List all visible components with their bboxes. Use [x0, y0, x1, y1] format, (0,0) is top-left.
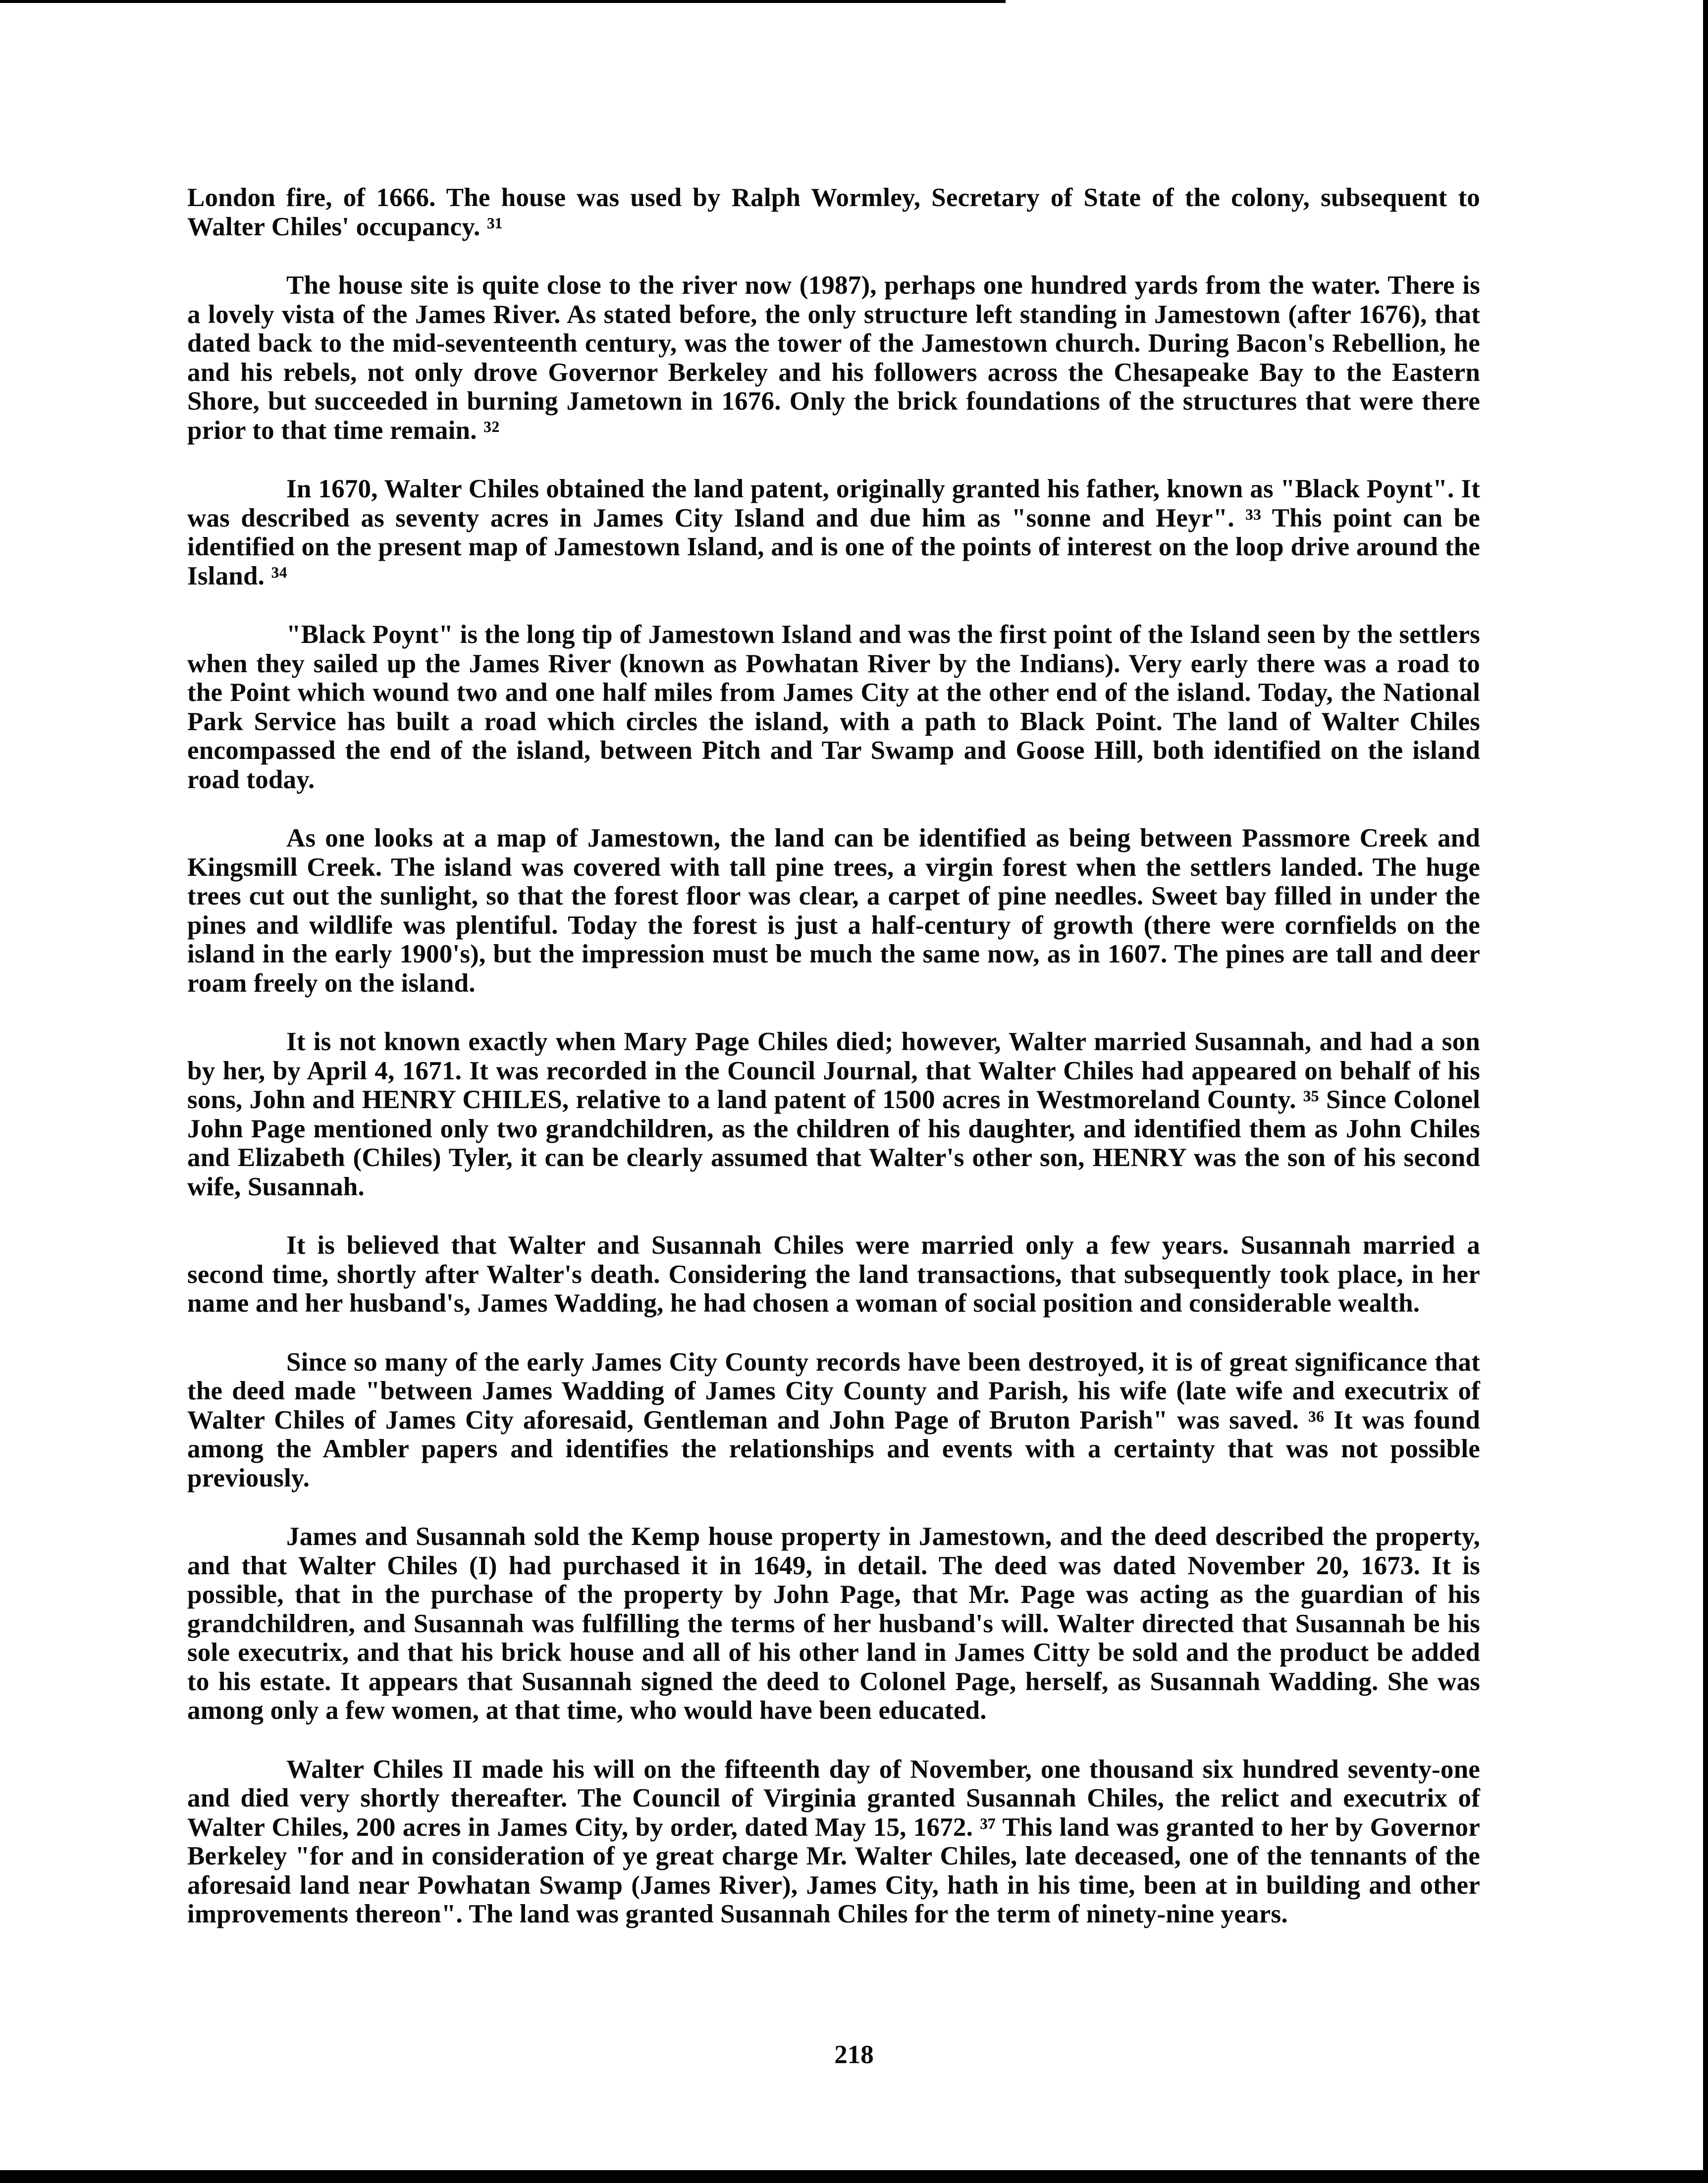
- page-body: [187, 183, 1480, 1959]
- paragraph-black-poynt: "Black Poynt" is the long tip of Jamestown Island and was the first point of the Island seen by the settlers when they sailed up the James River (known as Powhatan River by the Indians). Very early there was a road to the Point which wound two and one half miles from James City at the other end of the island. Today, the National Park Service has built a road which circles the island, with a path to Black Point. The land of Walter Chiles encompassed the end of the island, between Pitch and Tar Swamp and Goose Hill, both identified on the island road today.: [187, 620, 1480, 794]
- paragraph-land-patent: In 1670, Walter Chiles obtained the land patent, originally granted his father, known as "Black Poynt". It was described as seventy acres in James City Island and due him as "sonne and Heyr". ³³ This point can be identified on the present map of Jamestown Island, and is one of the points of interest on the loop drive around the Island. ³⁴: [187, 475, 1480, 590]
- scan-top-edge: [0, 0, 1006, 3]
- paragraph-walter-chiles-will: Walter Chiles II made his will on the fifteenth day of November, one thousand six hundred seventy-one and died very shortly thereafter. The Council of Virginia granted Susannah Chiles, the relict and executrix of Walter Chiles, 200 acres in James City, by order, dated May 15, 1672. ³⁷ This land was granted to her by Governor Berkeley "for and in consideration of ye great charge Mr. Walter Chiles, late deceased, one of the tennants of the aforesaid land near Powhatan Swamp (James River), James City, hath in his time, been at in building and other improvements thereon". The land was granted Susannah Chiles for the term of ninety-nine years.: [187, 1755, 1480, 1928]
- scan-bottom-edge: [0, 2170, 1708, 2183]
- scan-right-edge: [1703, 0, 1708, 2183]
- paragraph-mary-page-chiles: It is not known exactly when Mary Page Chiles died; however, Walter married Susannah, and had a son by her, by April 4, 1671. It was recorded in the Council Journal, that Walter Chiles had appeared on behalf of his sons, John and HENRY CHILES, relative to a land patent of 1500 acres in Westmoreland County. ³⁵ Since Colonel John Page mentioned only two grandchildren, as the children of his daughter, and identified them as John Chiles and Elizabeth (Chiles) Tyler, it can be clearly assumed that Walter's other son, HENRY was the son of his second wife, Susannah.: [187, 1027, 1480, 1201]
- paragraph-county-records: Since so many of the early James City County records have been destroyed, it is of great significance that the deed made "between James Wadding of James City County and Parish, his wife (late wife and executrix of Walter Chiles of James City aforesaid, Gentleman and John Page of Bruton Parish" was saved. ³⁶ It was found among the Ambler papers and identifies the relationships and events with a certainty that was not possible previously.: [187, 1347, 1480, 1492]
- paragraph-continuation: London fire, of 1666. The house was used by Ralph Wormley, Secretary of State of the colony, subsequent to Walter Chiles' occupancy. ³¹: [187, 183, 1480, 241]
- paragraph-map-of-jamestown: As one looks at a map of Jamestown, the land can be identified as being between Passmore Creek and Kingsmill Creek. The island was covered with tall pine trees, a virgin forest when the settlers landed. The huge trees cut out the sunlight, so that the forest floor was clear, a carpet of pine needles. Sweet bay filled in under the pines and wildlife was plentiful. Today the forest is just a half-century of growth (there were cornfields on the island in the early 1900's), but the impression must be much the same now, as in 1607. The pines are tall and deer roam freely on the island.: [187, 824, 1480, 998]
- page-number: 218: [834, 2040, 874, 2069]
- paragraph-house-site: The house site is quite close to the river now (1987), perhaps one hundred yards from the water. There is a lovely vista of the James River. As stated before, the only structure left standing in Jamestown (after 1676), that dated back to the mid-seventeenth century, was the tower of the Jamestown church. During Bacon's Rebellion, he and his rebels, not only drove Governor Berkeley and his followers across the Chesapeake Bay to the Eastern Shore, but succeeded in burning Jametown in 1676. Only the brick foundations of the structures that were there prior to that time remain. ³²: [187, 271, 1480, 445]
- paragraph-kemp-house: James and Susannah sold the Kemp house property in Jamestown, and the deed described the property, and that Walter Chiles (I) had purchased it in 1649, in detail. The deed was dated November 20, 1673. It is possible, that in the purchase of the property by John Page, that Mr. Page was acting as the guardian of his grandchildren, and Susannah was fulfilling the terms of her husband's will. Walter directed that Susannah be his sole executrix, and that his brick house and all of his other land in James Citty be sold and the product be added to his estate. It appears that Susannah signed the deed to Colonel Page, herself, as Susannah Wadding. She was among only a few women, at that time, who would have been educated.: [187, 1522, 1480, 1725]
- paragraph-walter-and-susannah: It is believed that Walter and Susannah Chiles were married only a few years. Susannah married a second time, shortly after Walter's death. Considering the land transactions, that subsequently took place, in her name and her husband's, James Wadding, he had chosen a woman of social position and considerable wealth.: [187, 1231, 1480, 1318]
